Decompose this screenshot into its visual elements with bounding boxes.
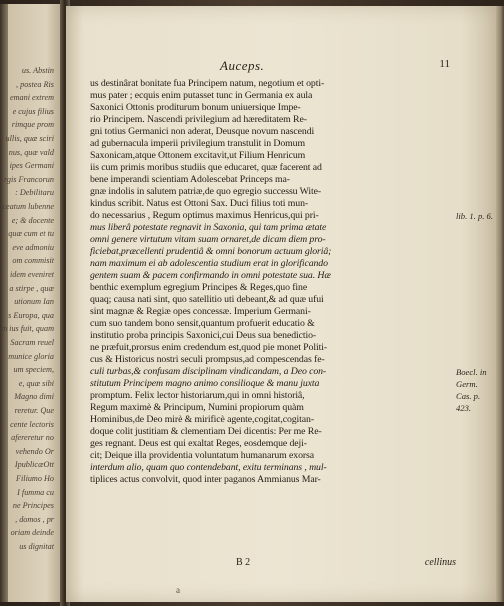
text-line: tiplices actus convolvit, quod inter paganos Ammianus Mar- — [90, 474, 321, 485]
text-line: sint magnæ & Regiæ opes concessæ. Imperium Germani- — [90, 306, 311, 317]
facing-page-line: rgis Francorun — [4, 174, 54, 184]
margin-note: lib. 1. p. 6. — [456, 211, 494, 221]
signature-mark: B 2 — [236, 557, 251, 568]
text-line: culi turbas,& confusam disciplinam vindicandam, a Deo con- — [90, 366, 327, 377]
text-line: nam maximum ei ab adolescentia studium erat in glorificando — [90, 258, 328, 269]
margin-note: Germ. — [456, 379, 478, 389]
text-line: do necessarius , Regum optimus maximus Henricus,qui pri- — [90, 210, 319, 221]
facing-page-line: um speciem, — [13, 365, 54, 375]
facing-page-line: rimque prom — [11, 120, 54, 130]
facing-page-line: Sacram reuel — [10, 338, 54, 347]
facing-page-line: us. Abstin — [21, 66, 54, 75]
text-line: ges regnant. Deus est qui exaltat Reges, eosdemque deji- — [90, 438, 307, 449]
text-line: Regum maximè & Principum, Numini propiorum quàm — [90, 402, 304, 413]
margin-note: Boecl. in — [456, 367, 487, 377]
facing-page-line: I fumma cu — [17, 487, 54, 497]
page-number: 11 — [439, 58, 450, 70]
text-line: quaq; causa nati sint, quo satellitio uti debeant,& ad quæ ufui — [90, 294, 324, 305]
facing-page-line: m ius fuit, quam — [1, 324, 54, 334]
page-footer — [176, 557, 456, 595]
text-line: promptum. Felix lector historiarum,qui in omni historiâ, — [90, 390, 305, 401]
text-line: kindus scribit. Natus est Ottoni Sax. Duci filius toti mun- — [90, 198, 309, 209]
text-line: institutio proba principis Saxonici,cui Deus sua benedictio- — [90, 330, 317, 341]
main-text-block — [90, 78, 452, 486]
facing-page-line: ipes Germani — [9, 161, 54, 171]
facing-page-line: eve admoniu — [12, 242, 54, 252]
page-fore-edge — [496, 6, 504, 602]
text-line: Saxonici Ottonis proditurum bonum uniuersique Impe- — [90, 102, 301, 113]
text-line: iis cum primis moribus studiis que educaret, quæ facerent ad — [90, 162, 322, 173]
text-line: ne præfuit,prorsus enim credendum est,quod pie monet Politi- — [90, 342, 327, 353]
text-line: benthic exemplum egregium Principes & Reges,quo fine — [90, 282, 308, 293]
text-line: gni totius Germanici non aderat, Deusque novum nascendi — [90, 126, 315, 137]
facing-page-line: e, quæ sibi — [18, 378, 54, 388]
facing-page-line: idem eveniret — [9, 270, 54, 279]
facing-page-line: : Debilitaru — [15, 188, 54, 198]
running-head: Auceps. — [220, 58, 265, 73]
facing-page-line: oriam deinde — [10, 528, 54, 538]
catchword: cellinus — [424, 557, 456, 568]
facing-page-line: Filiumo Ho — [16, 474, 54, 483]
facing-page-line: vehendo Or — [15, 446, 54, 456]
facing-page-line: s Europa, qua — [8, 310, 54, 320]
facing-page-line: reretur. Que — [14, 406, 54, 415]
facing-page-line: ne Principes — [12, 501, 54, 511]
text-line: gentem suam & pacem confirmando in omni potestate sua. Hæ — [90, 270, 331, 281]
text-line: mus pater ; ecquis enim putasset tunc in Germania ex aula — [90, 90, 313, 101]
facing-page-line: ullis, quæ sciri — [5, 134, 54, 143]
facing-page-line: Magno dimi — [14, 392, 54, 402]
text-line: cum suo tandem bono sensit,quantum profuerit educatio & — [90, 318, 315, 329]
facing-page-line: us dignitat — [19, 542, 54, 551]
facing-page-line: , domos , pr — [15, 514, 54, 524]
margin-note: 423. — [456, 403, 472, 413]
text-line: ad gubernacula imperii privilegium transtulit in Domum — [90, 138, 305, 149]
facing-page-line: emani extrem — [9, 93, 54, 103]
text-line: mus liberâ potestate regnavit in Saxonia, qui tam prima ætate — [90, 222, 327, 233]
text-line: us destinârat bonitate fua Principem natum, negotium et opti- — [90, 78, 325, 89]
facing-page-line: a stirpe , quæ — [9, 283, 54, 293]
text-line: bene imperandi scientiam Adolescebat Princeps ma- — [90, 174, 290, 185]
facing-page-line: om commisit — [12, 256, 54, 266]
text-line: rio Principem. Nascendi privilegium ad hæreditatem Re- — [90, 114, 307, 125]
facing-page-line: utionum Ian — [14, 297, 54, 307]
text-line: omni genere virtutum vitam suam ornaret,de dicam diem pro- — [90, 234, 326, 245]
facing-page-line: nus, quæ vald — [8, 147, 54, 157]
facing-page-left — [0, 4, 66, 602]
page-header — [90, 58, 450, 76]
facing-page-line: , postea Ris — [16, 79, 54, 89]
text-line: doque colit justitiam & clementiam Dei dicentis: Per me Re- — [90, 426, 322, 437]
text-line: gnæ indolis in salutem patriæ,de quo egregio successu Wite- — [90, 186, 322, 197]
text-line: cus & Historicus nostri seculi prompsus,ad compescendas fe- — [90, 354, 325, 365]
text-line: interdum alio, quam quo contendebant, exitu terminans , mul- — [90, 462, 327, 473]
facing-page-line: e cujus filius — [12, 106, 54, 116]
facing-page-line: e; & docente — [11, 215, 54, 225]
footer-mark: a — [176, 585, 180, 595]
facing-page-line: quæ cum et tu — [8, 229, 54, 239]
text-line: cit; Deique illa providentia voluntatum humanarum exorsa — [90, 450, 315, 461]
facing-page-line: IpublicæOtt — [14, 460, 54, 470]
facing-page-line: cente lectoris — [10, 419, 54, 429]
page-block-edge — [0, 4, 8, 602]
facing-page-line: munice gloria — [8, 351, 54, 361]
facing-page-line: ceatum lubenne — [2, 202, 54, 211]
text-line: ficiebat,præcellenti prudentiâ & omni bonorum actuum gloriâ; — [90, 246, 332, 257]
text-line: Saxonicam,atque Ottonem excitavit,ut Filium Henricum — [90, 150, 306, 161]
margin-note: Cas. p. — [456, 391, 481, 401]
text-line: Hominibus,de Deo mirè & mirificè agente,cogitat,cogitan- — [90, 414, 315, 425]
facing-page-line: afereretur no — [11, 433, 54, 443]
text-line: stitutum Principem magno animo consilioque & manu juxta — [90, 378, 320, 389]
